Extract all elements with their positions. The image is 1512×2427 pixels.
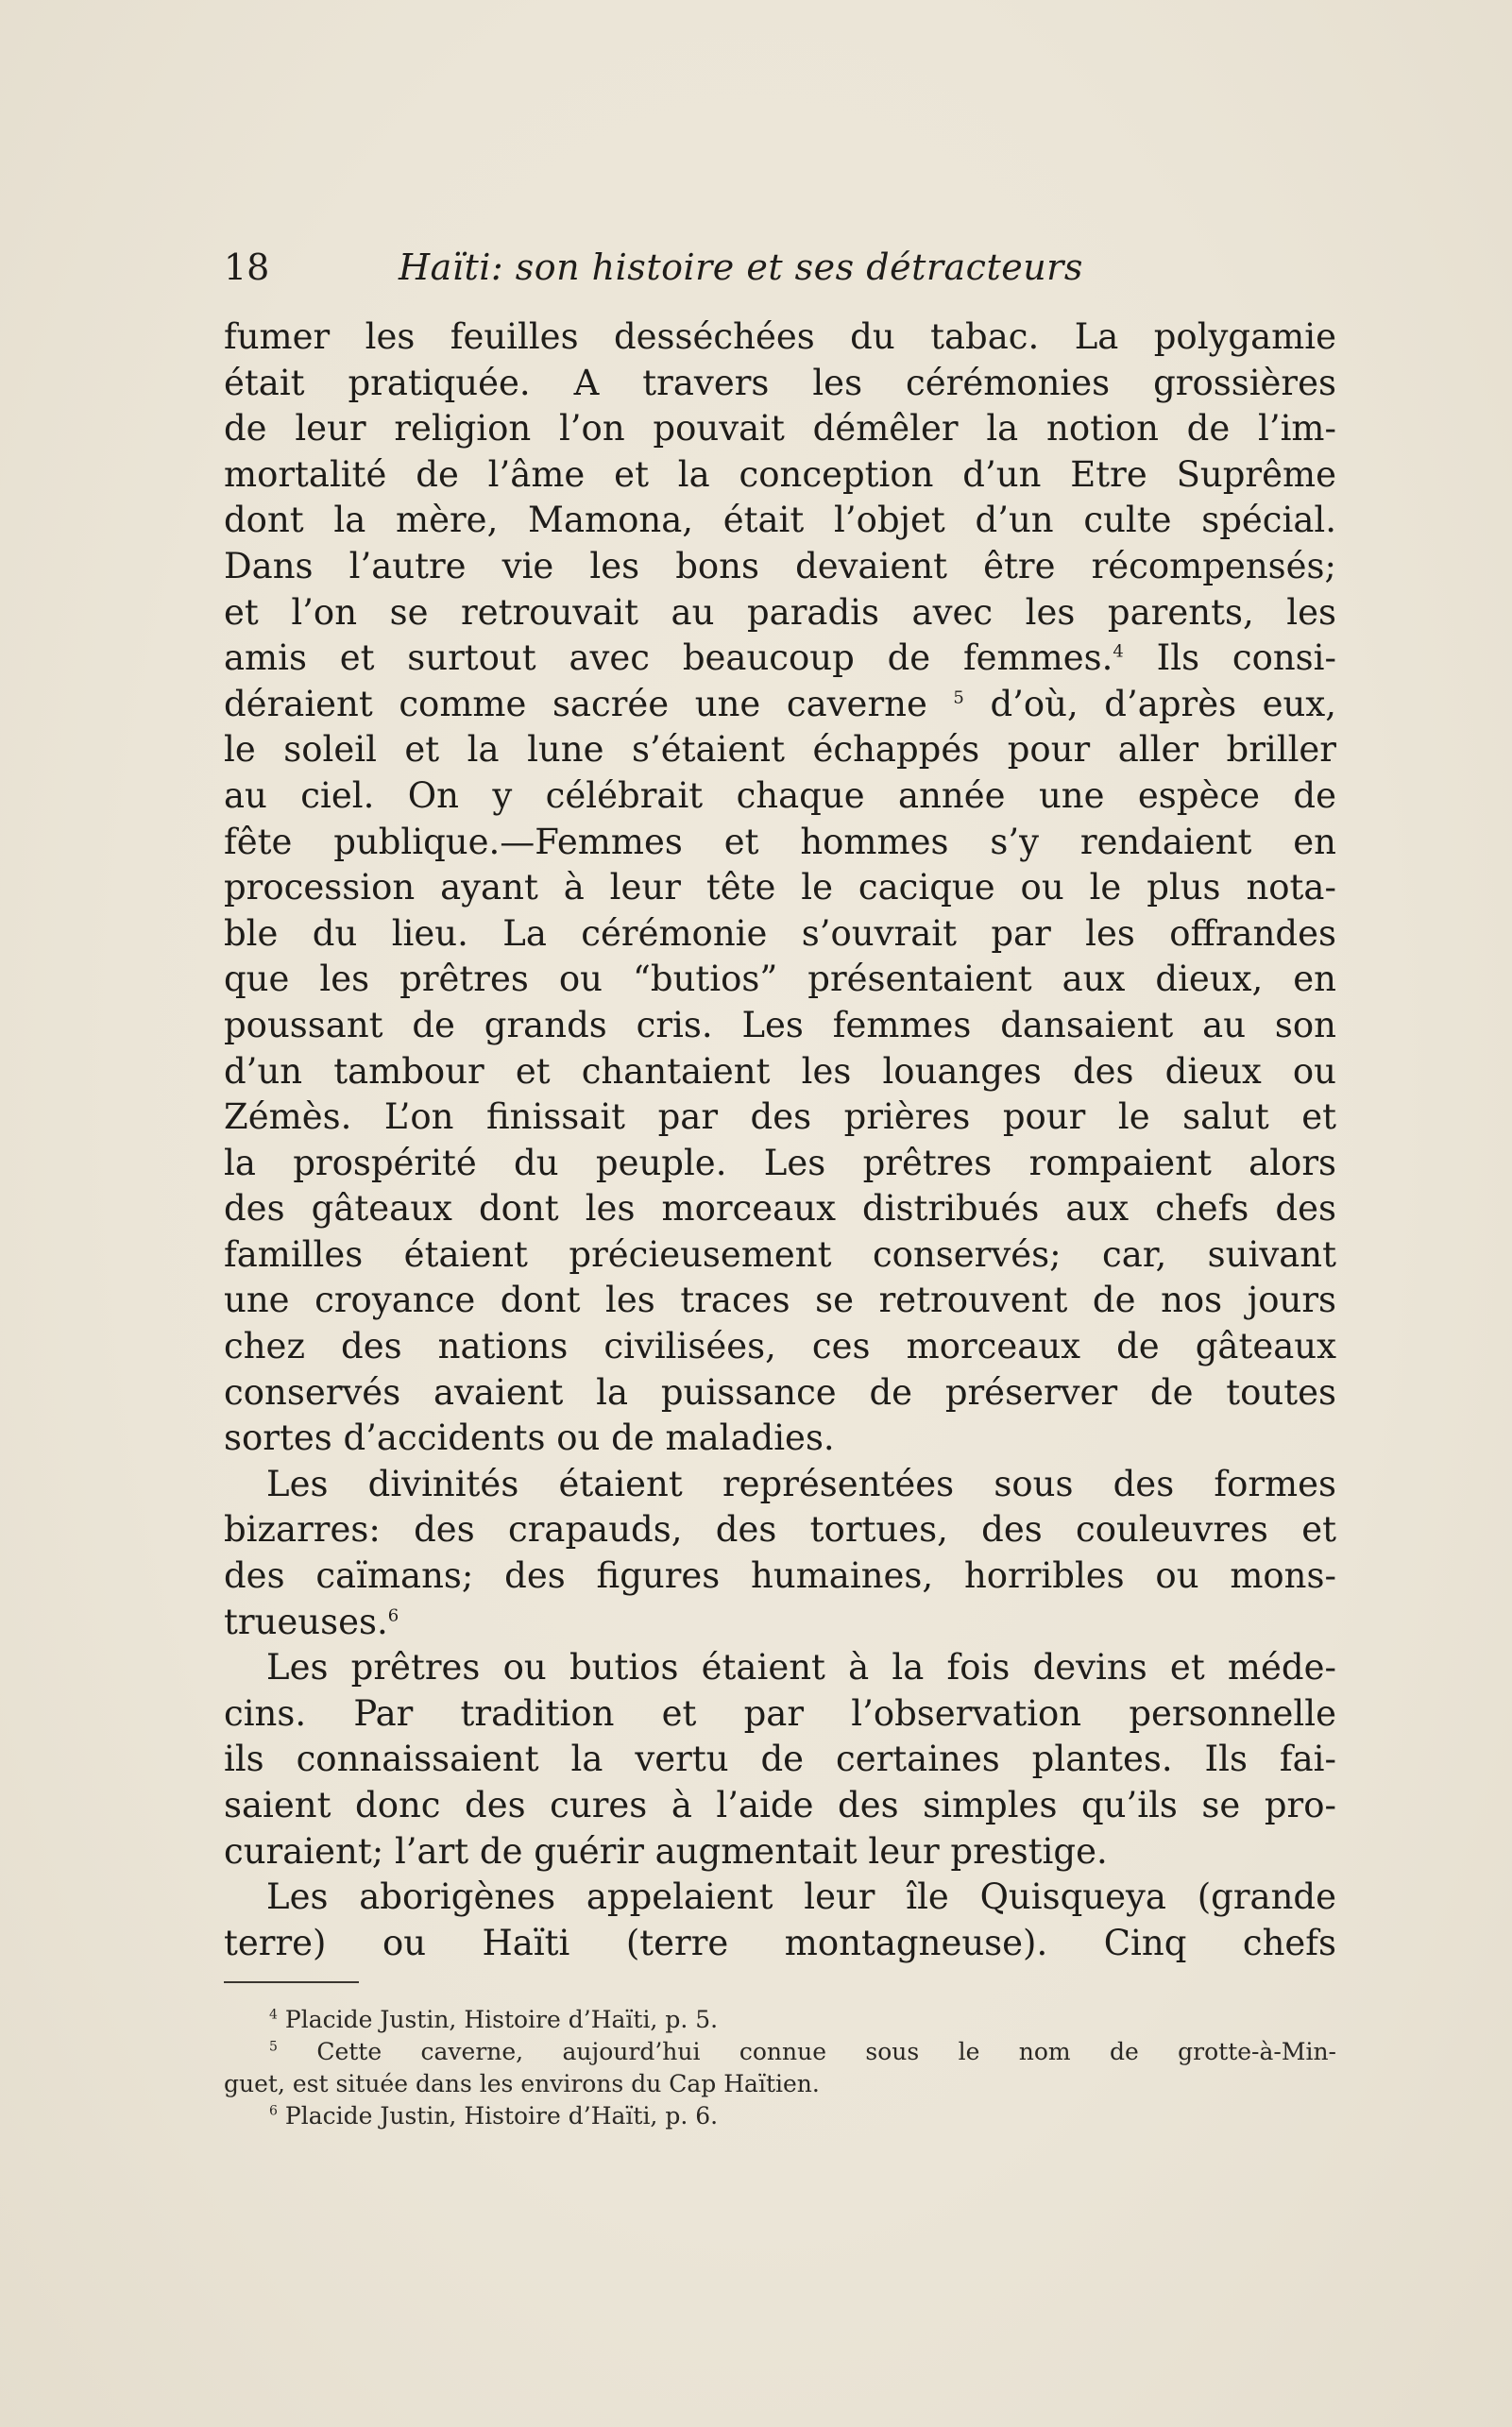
text-line: familles étaient précieusement conservés; car, suivant [224,1233,1336,1275]
text-segment: déraient comme sacrée une caverne [224,683,927,724]
footnote-5 [224,2036,1336,2068]
footnote-ref-5: 5 [953,687,964,708]
text-line: des caïmans; des figures humaines, horribles ou mons- [224,1555,1336,1597]
text-line: la prospérité du peuple. Les prêtres rompaient alors [224,1142,1336,1183]
text-line: que les prêtres ou “butios” présentaient aux dieux, en [224,959,1336,1000]
text-line: Les divinités étaient représentées sous des formes [266,1463,1336,1504]
text-line: des gâteaux dont les morceaux distribués aux chefs des [224,1188,1336,1230]
text-line: conservés avaient la puissance de préserver de toutes [224,1371,1336,1413]
text-line: Les prêtres ou butios étaient à la fois devins et méde- [266,1647,1336,1689]
text-line: fumer les feuilles desséchées du tabac. La polygamie [224,316,1336,357]
text-segment: d’où, d’après eux, [990,683,1336,724]
text-segment: trueuses. [224,1601,388,1642]
footnote-ref-6: 6 [387,1605,399,1626]
text-line: terre) ou Haïti (terre montagneuse). Cinq chefs [224,1922,1336,1963]
footnotes [224,2004,1336,2132]
text-line: dont la mère, Mamona, était l’objet d’un culte spécial. [224,500,1336,541]
text-line-with-note [224,682,1336,728]
footnote-mark: 5 [269,2039,278,2055]
text-line: de leur religion l’on pouvait démêler la notion de l’im- [224,408,1336,450]
text-line: était pratiquée. A travers les cérémonies grossières [224,362,1336,403]
text-line: une croyance dont les traces se retrouvent de nos jours [224,1280,1336,1321]
text-line: et l’on se retrouvait au paradis avec les parents, les [224,591,1336,633]
text-line-with-note [224,636,1336,682]
text-line: ble du lieu. La cérémonie s’ouvrait par les offrandes [224,912,1336,954]
footnote-mark: 4 [269,2007,278,2023]
footnote-6 [224,2100,1336,2132]
text-line: d’un tambour et chantaient les louanges des dieux ou [224,1050,1336,1092]
footnote-divider [224,1981,359,1983]
page-number: 18 [224,246,270,288]
footnote-mark: 6 [269,2103,278,2119]
text-line: mortalité de l’âme et la conception d’un Etre Suprême [224,453,1336,495]
text-line: curaient; l’art de guérir augmentait leur prestige. [224,1830,1108,1872]
footnote-ref-4: 4 [1113,641,1124,662]
footnote-5-continued: guet, est située dans les environs du Cap Haïtien. [224,2070,820,2097]
text-line: ils connaissaient la vertu de certaines plantes. Ils fai- [224,1739,1336,1780]
footnote-4 [224,2004,1336,2036]
main-text [224,314,1336,1966]
text-line: le soleil et la lune s’étaient échappés pour aller briller [224,729,1336,771]
running-title: Haïti: son histoire et ses détracteurs [399,246,1083,288]
text-line: fête publique.—Femmes et hommes s’y rendaient en [224,821,1336,862]
text-line: Dans l’autre vie les bons devaient être récompensés; [224,545,1336,586]
text-line-with-note [224,1600,1336,1646]
text-line: poussant de grands cris. Les femmes dansaient au son [224,1004,1336,1045]
footnote-text: Placide Justin, Histoire d’Haïti, p. 5. [284,2006,719,2033]
text-line: procession ayant à leur tête le cacique ou le plus nota- [224,867,1336,908]
page-header [224,244,1168,291]
footnote-text: Cette caverne, aujourd’hui connue sous le nom de grotte-à-Min- [316,2038,1336,2065]
footnote-text: Placide Justin, Histoire d’Haïti, p. 6. [284,2102,719,2130]
text-line: bizarres: des crapauds, des tortues, des couleuvres et [224,1509,1336,1551]
text-line: au ciel. On y célébrait chaque année une espèce de [224,774,1336,816]
text-line: Les aborigènes appelaient leur île Quisqueya (grande [266,1876,1336,1918]
text-line: cins. Par tradition et par l’observation personnelle [224,1692,1336,1734]
text-line: sortes d’accidents ou de maladies. [224,1417,835,1459]
text-line: saient donc des cures à l’aide des simples qu’ils se pro- [224,1785,1336,1825]
text-segment: amis et surtout avec beaucoup de femmes. [224,637,1113,679]
text-segment: Ils consi- [1156,637,1337,679]
text-line: Zémès. L’on finissait par des prières pour le salut et [224,1096,1336,1138]
text-line: chez des nations civilisées, ces morceaux de gâteaux [224,1326,1336,1367]
